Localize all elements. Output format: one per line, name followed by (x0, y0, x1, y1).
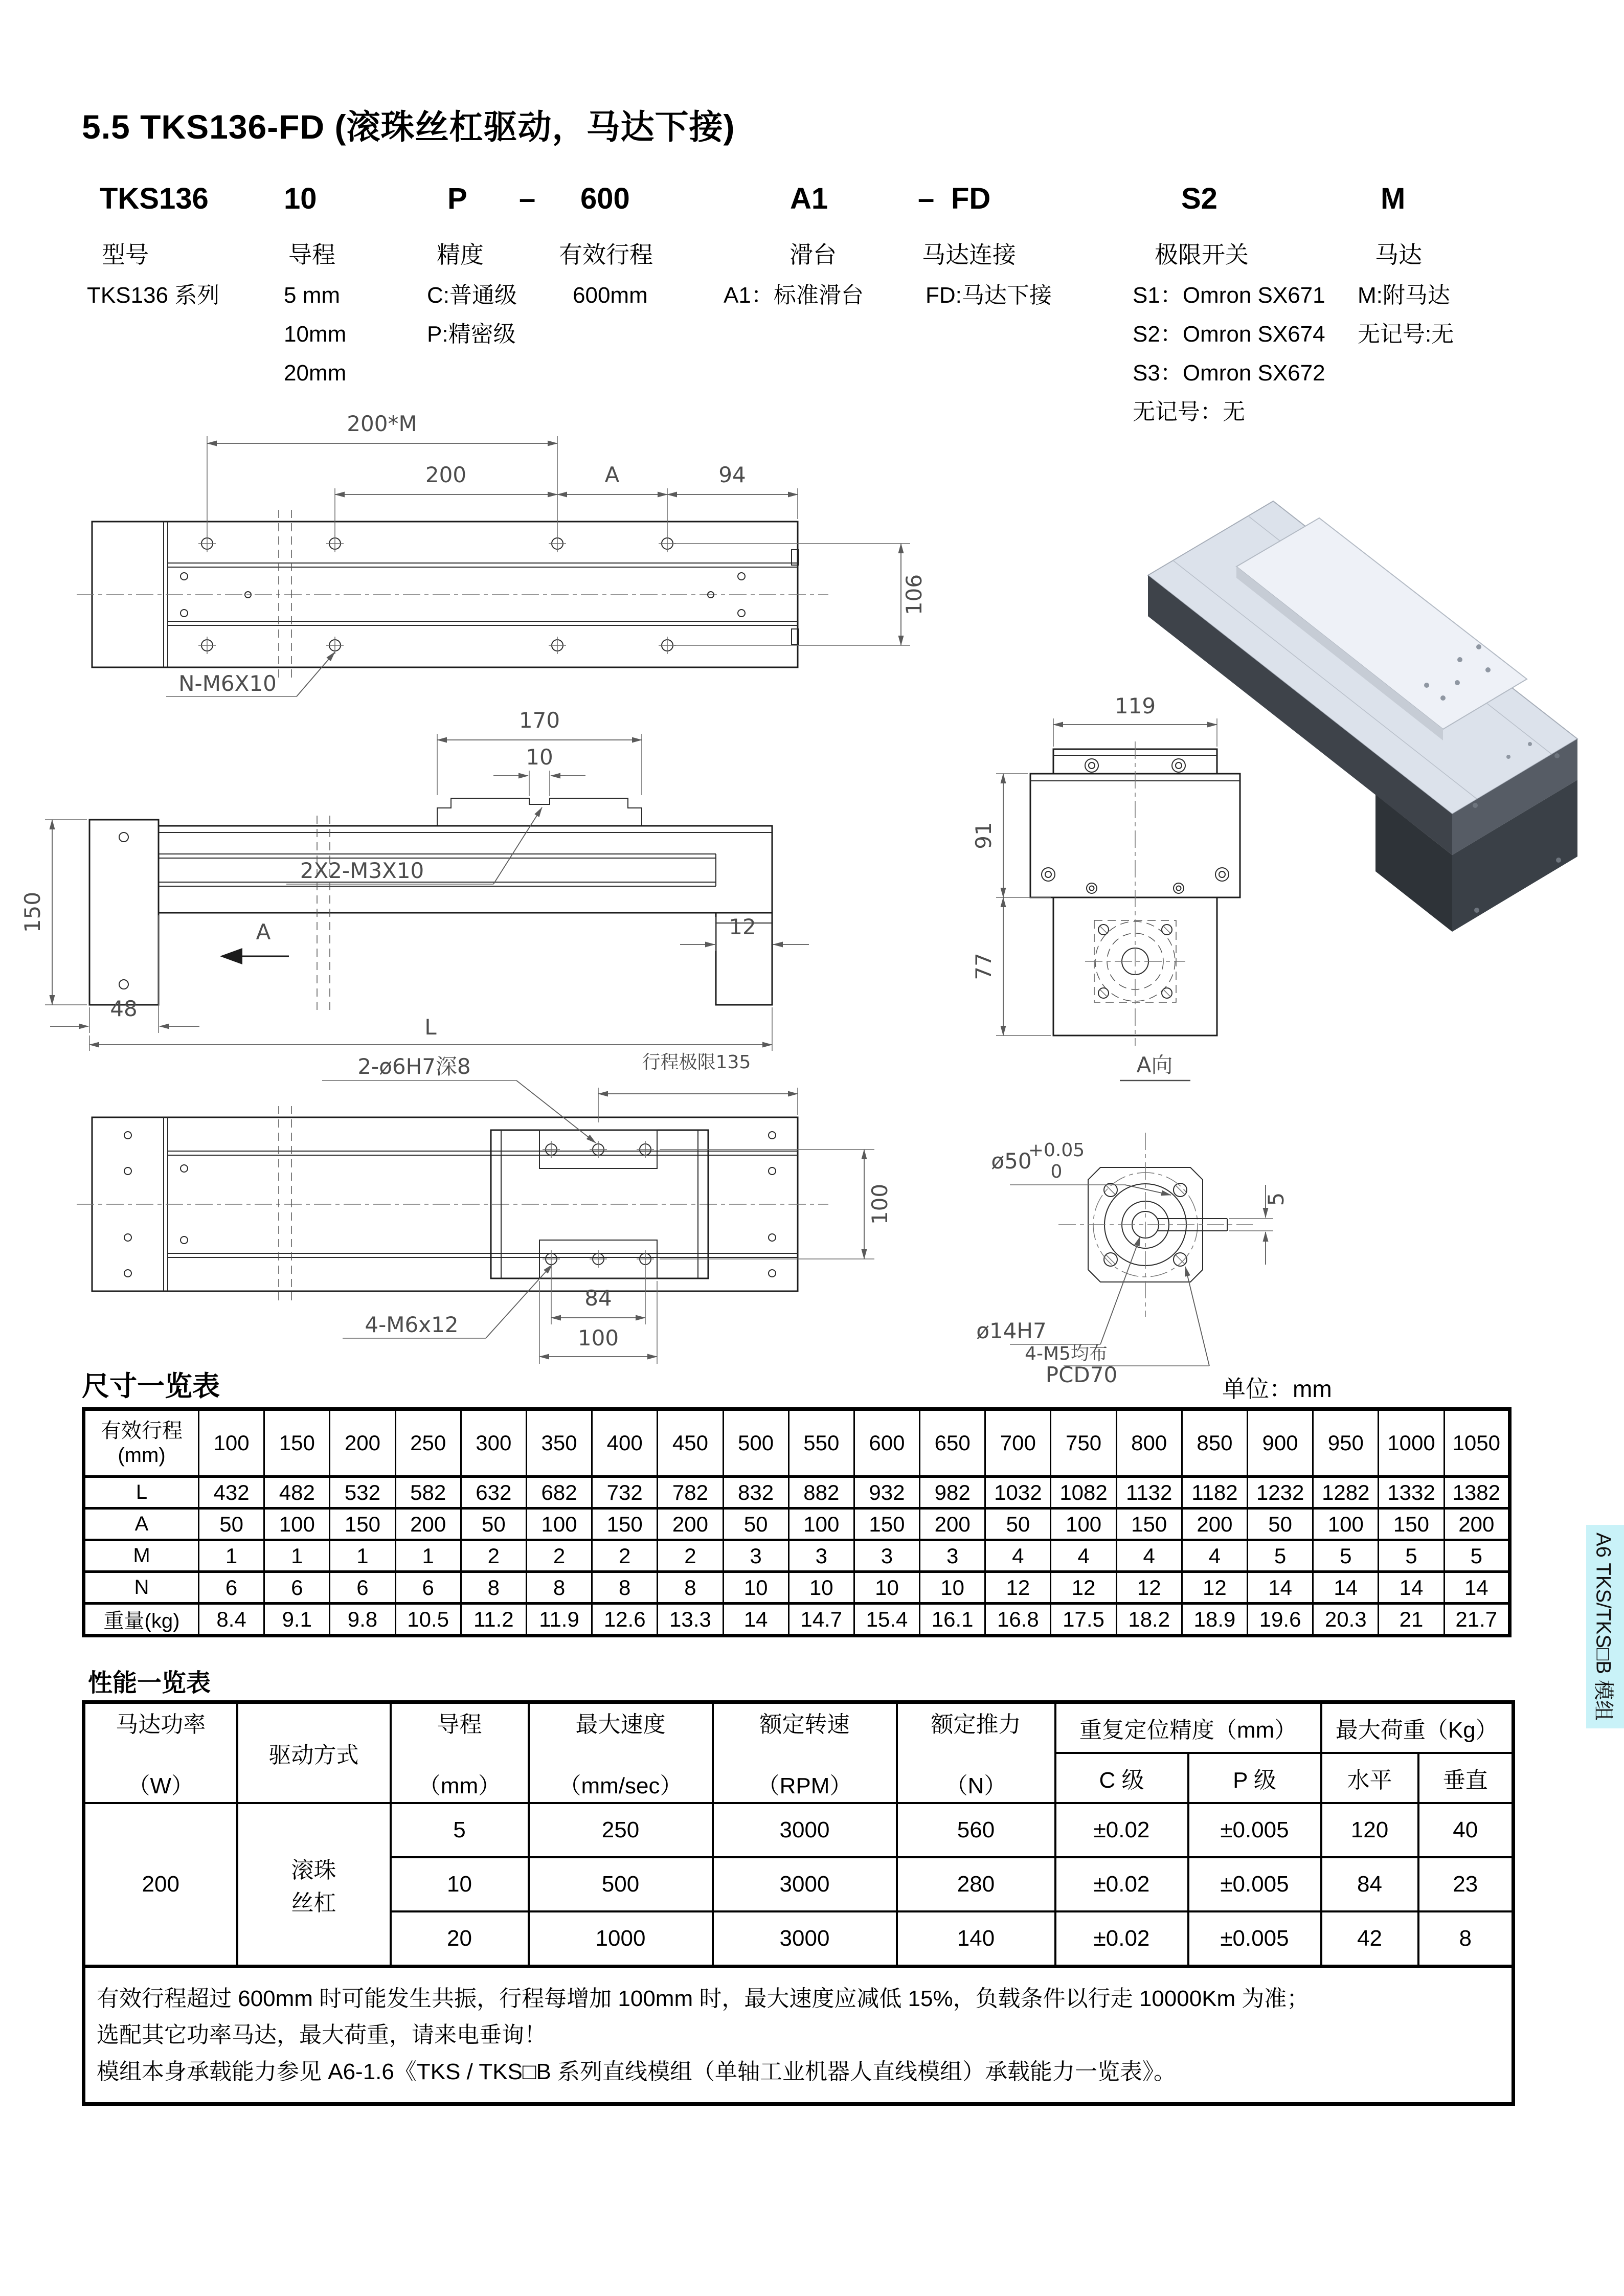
dim-cell: 5 (1444, 1540, 1509, 1572)
dim-cell: 100 (1313, 1509, 1379, 1540)
dim-cell: 732 (592, 1477, 658, 1509)
dim-cell: 14 (1379, 1572, 1444, 1604)
dim-cell: 1332 (1379, 1477, 1444, 1509)
repeat-p-value: ±0.005 (1188, 1857, 1321, 1911)
pilot-dia-label: ø50 (991, 1149, 1032, 1174)
dim-cell: 2 (592, 1540, 658, 1572)
dim-row-name: N (84, 1572, 199, 1604)
dim-cell: 1 (199, 1540, 264, 1572)
col-header-horizontal: 水平 (1321, 1753, 1418, 1803)
load-v-value: 8 (1418, 1911, 1514, 1967)
lead-value: 5 (391, 1803, 529, 1857)
load-h-value: 120 (1321, 1803, 1418, 1857)
dim-cell: 482 (264, 1477, 330, 1509)
options-stroke (573, 276, 648, 315)
dim-cell: 582 (395, 1477, 461, 1509)
note-line: 模组本身承载能力参见 A6-1.6《TKS / TKS□B 系列直线模组（单轴工业机器人直线模组）承载能力一览表》。 (97, 2059, 1177, 2084)
performance-table (82, 1700, 1515, 2106)
dim-cell: 16.8 (985, 1604, 1051, 1636)
dim-cell: 150 (854, 1509, 919, 1540)
dim-cell: 12 (1051, 1572, 1116, 1604)
ordering-option: 无记号:无 (1358, 322, 1454, 347)
dim-cell: 6 (264, 1572, 330, 1604)
motor-power-value: 200 (84, 1803, 237, 1967)
top-view-drawing (77, 396, 946, 698)
dim-cell: 16.1 (920, 1604, 985, 1636)
dim-cell: 1232 (1248, 1477, 1313, 1509)
dim-row-name: M (84, 1540, 199, 1572)
lead-value: 10 (391, 1857, 529, 1911)
dim-cell: 200 (920, 1509, 985, 1540)
thrust-value: 280 (897, 1857, 1055, 1911)
dim-cell: 782 (658, 1477, 723, 1509)
pcd-label: PCD70 (1045, 1362, 1118, 1387)
stroke-col-header: 200 (330, 1409, 395, 1477)
a-direction-view-drawing (966, 1046, 1324, 1387)
dim-cell: 19.6 (1248, 1604, 1313, 1636)
dim-cell: 11.2 (461, 1604, 526, 1636)
group-label-motor: 马达 (1375, 241, 1422, 268)
dim-label: 200*M (347, 411, 417, 436)
dim-cell: 5 (1313, 1540, 1379, 1572)
code-part-grade: P (447, 182, 467, 215)
dim-cell: 8 (592, 1572, 658, 1604)
options-model (87, 276, 219, 315)
dim-cell: 4 (985, 1540, 1051, 1572)
dim-cell: 532 (330, 1477, 395, 1509)
code-part-table: A1 (790, 182, 828, 215)
col-header-repeatability: 重复定位精度（mm） (1055, 1702, 1321, 1753)
rpm-value: 3000 (713, 1803, 897, 1857)
dim-cell: 18.2 (1116, 1604, 1182, 1636)
load-v-value: 23 (1418, 1857, 1514, 1911)
col-header-rated-rpm: 额定转速 （RPM） (713, 1702, 897, 1804)
stroke-col-header: 700 (985, 1409, 1051, 1477)
max-speed-value: 250 (529, 1803, 713, 1857)
repeat-c-value: ±0.02 (1055, 1857, 1188, 1911)
dim-cell: 21.7 (1444, 1604, 1509, 1636)
perf-header-row-1 (84, 1702, 1514, 1753)
stroke-col-header: 500 (723, 1409, 788, 1477)
thread-callout: 2X2-M3X10 (300, 858, 424, 883)
dim-cell: 1382 (1444, 1477, 1509, 1509)
code-part-motor-conn: FD (951, 182, 991, 215)
dim-cell: 9.1 (264, 1604, 330, 1636)
performance-table-title: 性能一览表 (88, 1670, 211, 1697)
max-speed-value: 1000 (529, 1911, 713, 1967)
ordering-option: P:精密级 (427, 322, 516, 347)
perf-notes-row (84, 1967, 1514, 2104)
dim-cell: 4 (1051, 1540, 1116, 1572)
options-switch (1133, 276, 1325, 432)
code-dash: – (918, 182, 935, 215)
bottom-view-drawing (77, 1046, 946, 1373)
ordering-option: A1：标准滑台 (724, 283, 864, 308)
stroke-col-header: 100 (199, 1409, 264, 1477)
thread-callout: 4-M6x12 (365, 1312, 459, 1337)
dim-row-name: L (84, 1477, 199, 1509)
dim-cell: 200 (395, 1509, 461, 1540)
options-motor (1358, 276, 1454, 354)
dim-cell: 3 (920, 1540, 985, 1572)
dim-cell: 50 (1248, 1509, 1313, 1540)
dim-cell: 10 (920, 1572, 985, 1604)
dim-label: 100 (867, 1183, 892, 1225)
dim-cell: 3 (723, 1540, 788, 1572)
dim-label: 91 (971, 822, 996, 849)
stroke-col-header: 950 (1313, 1409, 1379, 1477)
dim-cell: 15.4 (854, 1604, 919, 1636)
col-header-rated-thrust: 额定推力 （N） (897, 1702, 1055, 1804)
dim-cell: 6 (330, 1572, 395, 1604)
dim-cell: 5 (1379, 1540, 1444, 1572)
page-title: 5.5 TKS136-FD (滚珠丝杠驱动，马达下接) (82, 108, 735, 146)
dim-label: 119 (1114, 693, 1156, 718)
dim-cell: 14.7 (788, 1604, 854, 1636)
rpm-value: 3000 (713, 1911, 897, 1967)
ordering-option: C:普通级 (427, 283, 517, 308)
note-line: 有效行程超过 600mm 时可能发生共振，行程每增加 100mm 时，最大速度应减低 15%，负载条件以行走 10000Km 为准； (97, 1986, 1310, 2011)
stroke-col-header: 900 (1248, 1409, 1313, 1477)
stroke-limit-label: 行程极限135 (642, 1052, 751, 1073)
ordering-option: FD:马达下接 (926, 283, 1052, 308)
dim-cell: 150 (330, 1509, 395, 1540)
dim-cell: 1 (395, 1540, 461, 1572)
load-h-value: 84 (1321, 1857, 1418, 1911)
perf-row (84, 1803, 1514, 1857)
col-header-grade-p: P 级 (1188, 1753, 1321, 1803)
dim-cell: 100 (526, 1509, 592, 1540)
dim-label: 5 (1264, 1192, 1289, 1206)
dim-cell: 150 (1116, 1509, 1182, 1540)
unit-label: 单位：mm (1222, 1376, 1332, 1402)
dim-cell: 632 (461, 1477, 526, 1509)
lead-value: 20 (391, 1911, 529, 1967)
code-part-switch: S2 (1181, 182, 1217, 215)
side-tab-label: A6 TKS/TKS□B 模组 (1592, 1533, 1615, 1721)
dim-cell: 10 (788, 1572, 854, 1604)
dim-cell: 12 (985, 1572, 1051, 1604)
col-header-grade-c: C 级 (1055, 1753, 1188, 1803)
stroke-col-header: 1050 (1444, 1409, 1509, 1477)
dim-table-row (84, 1509, 1510, 1540)
col-header-lead: 导程 （mm） (391, 1702, 529, 1804)
stroke-col-header: 300 (461, 1409, 526, 1477)
dim-cell: 20.3 (1313, 1604, 1379, 1636)
dim-cell: 12 (1116, 1572, 1182, 1604)
options-motor-conn (926, 276, 1052, 315)
dim-corner-header: 有效行程 (mm) (84, 1409, 199, 1477)
stroke-col-header: 750 (1051, 1409, 1116, 1477)
dim-cell: 12.6 (592, 1604, 658, 1636)
group-label-motor-conn: 马达连接 (922, 241, 1016, 268)
dim-cell: 14 (723, 1604, 788, 1636)
thrust-value: 140 (897, 1911, 1055, 1967)
dim-cell: 2 (658, 1540, 723, 1572)
thread-callout: N-M6X10 (178, 671, 277, 696)
dim-cell: 14 (1444, 1572, 1509, 1604)
dim-cell: 2 (461, 1540, 526, 1572)
notes-cell (84, 1967, 1514, 2104)
dim-label: 84 (584, 1286, 612, 1311)
dim-cell: 1132 (1116, 1477, 1182, 1509)
col-header-drive-type: 驱动方式 (237, 1702, 391, 1804)
dim-label: 150 (20, 891, 45, 933)
dim-label: 10 (526, 745, 553, 770)
dim-cell: 18.9 (1182, 1604, 1247, 1636)
group-label-lead: 导程 (288, 241, 335, 268)
col-header-vertical: 垂直 (1418, 1753, 1514, 1803)
dim-header-row (84, 1409, 1510, 1477)
dim-cell: 13.3 (658, 1604, 723, 1636)
stroke-col-header: 850 (1182, 1409, 1247, 1477)
dim-cell: 8 (461, 1572, 526, 1604)
dim-cell: 50 (199, 1509, 264, 1540)
code-part-motor: M (1381, 182, 1406, 215)
dim-cell: 1 (264, 1540, 330, 1572)
dim-cell: 982 (920, 1477, 985, 1509)
dim-cell: 9.8 (330, 1604, 395, 1636)
code-part-lead: 10 (284, 182, 317, 215)
col-header-motor-power: 马达功率 （W） (84, 1702, 237, 1804)
dim-cell: 1032 (985, 1477, 1051, 1509)
view-direction-label: A (256, 919, 271, 944)
max-speed-value: 500 (529, 1857, 713, 1911)
side-view-drawing (20, 698, 951, 1056)
dim-label: 94 (718, 462, 746, 487)
dim-cell: 1 (330, 1540, 395, 1572)
stroke-col-header: 400 (592, 1409, 658, 1477)
stroke-col-header: 600 (854, 1409, 919, 1477)
dim-row-name: A (84, 1509, 199, 1540)
group-label-model: 型号 (102, 241, 149, 268)
stroke-col-header: 250 (395, 1409, 461, 1477)
dim-table-row (84, 1477, 1510, 1509)
ordering-option: M:附马达 (1358, 283, 1450, 308)
dim-cell: 14 (1313, 1572, 1379, 1604)
dim-label: 170 (518, 708, 560, 733)
view-title: A向 (1136, 1052, 1173, 1077)
group-label-switch: 极限开关 (1155, 241, 1249, 268)
drive-type-value: 滚珠 丝杠 (237, 1803, 391, 1967)
dim-cell: 4 (1116, 1540, 1182, 1572)
dim-label: 48 (110, 996, 138, 1021)
col-header-max-load: 最大荷重（Kg） (1321, 1702, 1514, 1753)
code-part-model: TKS136 (100, 182, 209, 215)
dim-label: A (604, 462, 620, 487)
dim-table-row (84, 1540, 1510, 1572)
note-line: 选配其它功率马达，最大荷重，请来电垂询！ (97, 2022, 547, 2048)
dim-cell: 150 (1379, 1509, 1444, 1540)
dim-cell: 8 (658, 1572, 723, 1604)
dim-cell: 882 (788, 1477, 854, 1509)
repeat-c-value: ±0.02 (1055, 1803, 1188, 1857)
repeat-c-value: ±0.02 (1055, 1911, 1188, 1967)
dim-cell: 11.9 (526, 1604, 592, 1636)
dim-cell: 50 (461, 1509, 526, 1540)
dim-cell: 10 (723, 1572, 788, 1604)
stroke-col-header: 650 (920, 1409, 985, 1477)
dim-cell: 21 (1379, 1604, 1444, 1636)
group-label-grade: 精度 (437, 241, 484, 268)
dim-row-name: 重量(kg) (84, 1604, 199, 1636)
dim-label: 106 (901, 574, 927, 616)
dim-label: L (424, 1015, 437, 1040)
dim-cell: 200 (658, 1509, 723, 1540)
ordering-option: TKS136 系列 (87, 283, 220, 308)
dim-cell: 6 (395, 1572, 461, 1604)
dim-cell: 1082 (1051, 1477, 1116, 1509)
code-dash: – (519, 182, 536, 215)
ordering-option: 5 mm (284, 283, 340, 308)
dim-cell: 1182 (1182, 1477, 1247, 1509)
dim-cell: 10 (854, 1572, 919, 1604)
dim-cell: 200 (1182, 1509, 1247, 1540)
stroke-col-header: 800 (1116, 1409, 1182, 1477)
repeat-p-value: ±0.005 (1188, 1911, 1321, 1967)
rpm-value: 3000 (713, 1857, 897, 1911)
dim-cell: 150 (592, 1509, 658, 1540)
group-label-stroke: 有效行程 (559, 241, 653, 268)
dim-cell: 3 (788, 1540, 854, 1572)
dim-cell: 14 (1248, 1572, 1313, 1604)
dimension-table-title: 尺寸一览表 (82, 1371, 220, 1402)
dimension-table (82, 1407, 1512, 1637)
dim-cell: 5 (1248, 1540, 1313, 1572)
dim-label: 100 (577, 1325, 619, 1350)
dim-cell: 2 (526, 1540, 592, 1572)
stroke-col-header: 1000 (1379, 1409, 1444, 1477)
load-v-value: 40 (1418, 1803, 1514, 1857)
dim-cell: 17.5 (1051, 1604, 1116, 1636)
dim-label: 77 (971, 953, 996, 980)
stroke-col-header: 350 (526, 1409, 592, 1477)
dim-label: 200 (425, 462, 467, 487)
options-lead (284, 276, 346, 393)
thrust-value: 560 (897, 1803, 1055, 1857)
stroke-col-header: 450 (658, 1409, 723, 1477)
isometric-view (1099, 419, 1624, 936)
dim-cell: 682 (526, 1477, 592, 1509)
dim-cell: 50 (723, 1509, 788, 1540)
ordering-option: 20mm (284, 361, 347, 386)
dim-cell: 832 (723, 1477, 788, 1509)
dim-table-row (84, 1572, 1510, 1604)
dim-cell: 100 (1051, 1509, 1116, 1540)
dim-cell: 8.4 (199, 1604, 264, 1636)
ordering-option: 600mm (573, 283, 648, 308)
dim-cell: 4 (1182, 1540, 1247, 1572)
dim-cell: 10.5 (395, 1604, 461, 1636)
code-part-stroke: 600 (580, 182, 630, 215)
tolerance-lower: 0 (1050, 1161, 1063, 1182)
options-table (724, 276, 864, 315)
repeat-p-value: ±0.005 (1188, 1803, 1321, 1857)
ordering-option: S2：Omron SX674 (1133, 322, 1325, 347)
dim-cell: 8 (526, 1572, 592, 1604)
dim-cell: 100 (264, 1509, 330, 1540)
dim-cell: 200 (1444, 1509, 1509, 1540)
dim-label: 12 (729, 914, 756, 939)
flange-screw-label: 4-M5均布 (1025, 1343, 1108, 1364)
ordering-option: S3：Omron SX672 (1133, 361, 1325, 386)
pin-hole-callout: 2-ø6H7深8 (357, 1054, 471, 1079)
dim-cell: 1282 (1313, 1477, 1379, 1509)
stroke-col-header: 550 (788, 1409, 854, 1477)
stroke-col-header: 150 (264, 1409, 330, 1477)
side-tab (1586, 1525, 1624, 1728)
dim-cell: 432 (199, 1477, 264, 1509)
load-h-value: 42 (1321, 1911, 1418, 1967)
options-grade (427, 276, 517, 354)
dim-cell: 100 (788, 1509, 854, 1540)
tolerance-upper: +0.05 (1028, 1140, 1085, 1161)
ordering-option: 无记号：无 (1133, 399, 1245, 424)
shaft-dia-label: ø14H7 (976, 1318, 1047, 1343)
dim-cell: 932 (854, 1477, 919, 1509)
ordering-option: S1：Omron SX671 (1133, 283, 1325, 308)
dim-cell: 3 (854, 1540, 919, 1572)
dim-cell: 12 (1182, 1572, 1247, 1604)
dim-cell: 6 (199, 1572, 264, 1604)
ordering-option: 10mm (284, 322, 347, 347)
dim-table-row (84, 1604, 1510, 1636)
dim-cell: 50 (985, 1509, 1051, 1540)
group-label-table: 滑台 (790, 241, 837, 268)
col-header-max-speed: 最大速度 （mm/sec） (529, 1702, 713, 1804)
